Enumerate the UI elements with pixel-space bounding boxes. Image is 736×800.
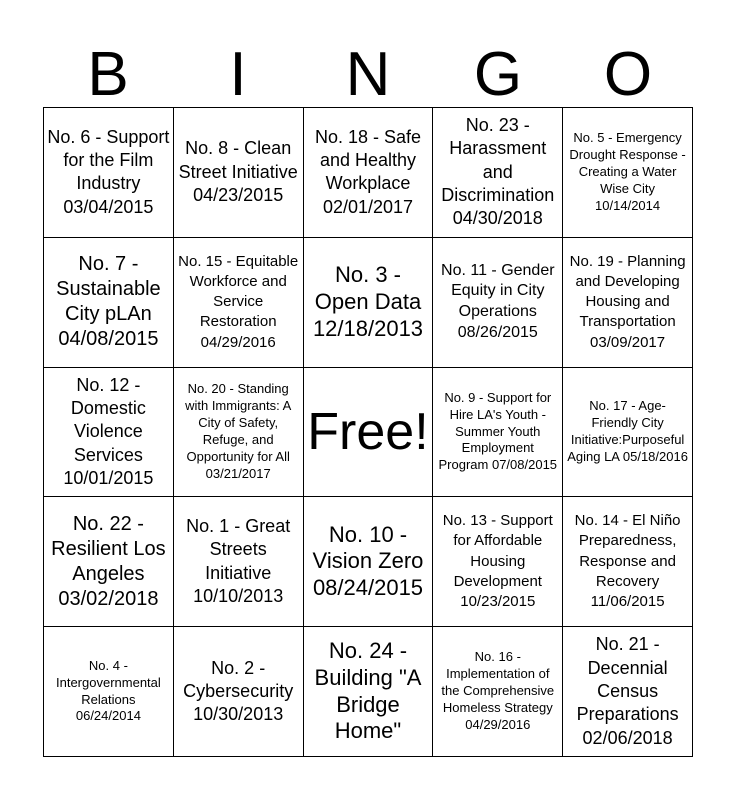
bingo-cell[interactable] (44, 108, 174, 238)
bingo-cell[interactable] (563, 368, 693, 498)
bingo-cell[interactable] (44, 497, 174, 627)
header-letter-g: G (473, 40, 523, 109)
cell-text: No. 13 - Support for Affordable Housing Development 10/23/2015 (442, 512, 553, 611)
cell-text: No. 4 - Intergovernmental Relations 06/24/2014 (56, 657, 161, 724)
bingo-cell[interactable] (433, 368, 563, 498)
free-space-text: Free! (307, 402, 429, 461)
bingo-cell[interactable] (174, 238, 304, 368)
cell-text: No. 21 - Decennial Census Preparations 02/06/2018 (576, 634, 679, 748)
header-letter-b: B (87, 40, 129, 109)
free-space-cell[interactable] (304, 368, 434, 498)
cell-text: No. 6 - Support for the Film Industry 03/04/2015 (47, 126, 170, 217)
bingo-cell[interactable] (304, 497, 434, 627)
cell-text: No. 22 - Resilient Los Angeles 03/02/2018 (51, 512, 166, 610)
cell-text: No. 19 - Planning and Developing Housing and Transportation 03/09/2017 (569, 252, 686, 351)
cell-text: No. 3 - Open Data 12/18/2013 (312, 261, 424, 341)
bingo-cell[interactable] (44, 238, 174, 368)
bingo-cell[interactable] (44, 368, 174, 498)
cell-text: No. 16 - Implementation of the Comprehensive Homeless Strategy 04/29/2016 (441, 649, 555, 732)
header-letter-n: N (345, 40, 391, 109)
bingo-cell[interactable] (433, 627, 563, 757)
bingo-cell[interactable] (304, 238, 434, 368)
bingo-header (43, 40, 693, 109)
bingo-cell[interactable] (563, 497, 693, 627)
cell-text: No. 17 - Age-Friendly City Initiative:Purposeful Aging LA 05/18/2016 (567, 398, 688, 464)
cell-text: No. 5 - Emergency Drought Response - Creating a Water Wise City 10/14/2014 (569, 130, 686, 213)
cell-text: No. 12 - Domestic Violence Services 10/01/2015 (63, 374, 154, 489)
cell-text: No. 23 - Harassment and Discrimination 04/30/2018 (441, 114, 555, 229)
bingo-cell[interactable] (433, 238, 563, 368)
cell-text: No. 2 - Cybersecurity 10/30/2013 (183, 657, 294, 725)
cell-text: No. 7 - Sustainable City pLAn 04/08/2015 (56, 253, 161, 351)
bingo-cell[interactable] (304, 627, 434, 757)
bingo-cell[interactable] (44, 627, 174, 757)
bingo-cell[interactable] (304, 108, 434, 238)
cell-text: No. 9 - Support for Hire LA's Youth - Summer Youth Employment Program 07/08/2015 (438, 389, 558, 473)
cell-text: No. 8 - Clean Street Initiative 04/23/2015 (178, 138, 298, 206)
bingo-cell[interactable] (433, 497, 563, 627)
cell-text: No. 14 - El Niño Preparedness, Response and Recovery 11/06/2015 (574, 512, 681, 611)
bingo-cell[interactable] (563, 108, 693, 238)
header-letter-o: O (603, 40, 653, 109)
bingo-cell[interactable] (433, 108, 563, 238)
bingo-cell[interactable] (174, 497, 304, 627)
header-letter-i: I (229, 40, 247, 109)
cell-text: No. 1 - Great Streets Initiative 10/10/2013 (186, 516, 291, 607)
bingo-cell[interactable] (563, 238, 693, 368)
cell-text: No. 10 - Vision Zero 08/24/2015 (312, 521, 424, 601)
cell-text: No. 20 - Standing with Immigrants: A City of Safety, Refuge, and Opportunity for All 03/21/2017 (185, 381, 292, 481)
cell-text: No. 15 - Equitable Workforce and Service Restoration 04/29/2016 (178, 252, 299, 351)
bingo-cell[interactable] (563, 627, 693, 757)
cell-text: No. 24 - Building "A Bridge Home" (314, 637, 422, 744)
cell-text: No. 18 - Safe and Healthy Workplace 02/01/2017 (314, 126, 422, 217)
bingo-cell[interactable] (174, 627, 304, 757)
bingo-cell[interactable] (174, 368, 304, 498)
cell-text: No. 11 - Gender Equity in City Operations 08/26/2015 (441, 261, 555, 341)
bingo-board (43, 107, 693, 757)
bingo-cell[interactable] (174, 108, 304, 238)
